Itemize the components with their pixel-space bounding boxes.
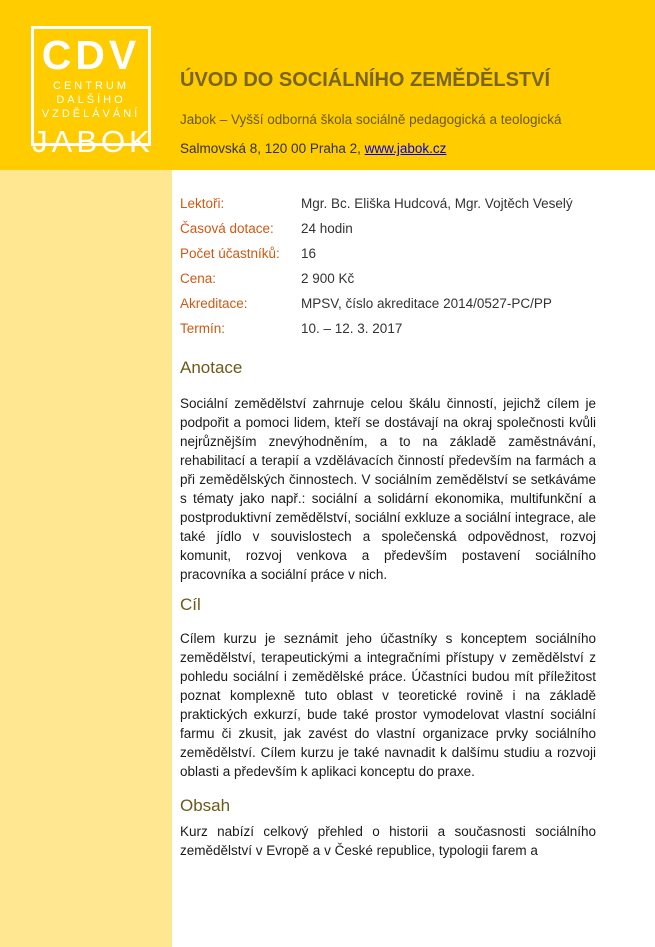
course-info-table [180, 194, 620, 344]
school-address [180, 140, 446, 158]
logo-line-1: CENTRUM [53, 80, 129, 92]
info-row-participants [180, 244, 620, 269]
info-value: 24 hodin [301, 221, 353, 236]
section-text-obsah: Kurz nabízí celkový přehled o historii a současnosti sociálního zemědělství v Evropě a v České republice, typologii farem a [180, 824, 596, 858]
sidebar-band [0, 170, 172, 947]
info-label: Termín: [180, 321, 226, 336]
info-row-date [180, 319, 620, 344]
section-heading-obsah: Obsah [180, 796, 231, 815]
cdv-jabok-logo [28, 22, 158, 164]
section-heading-anotace: Anotace [180, 358, 243, 377]
info-label: Časová dotace: [180, 221, 274, 236]
logo-line-3: VZDĚLÁVÁNÍ [41, 108, 141, 120]
info-value: 10. – 12. 3. 2017 [301, 321, 403, 336]
page-title: ÚVOD DO SOCIÁLNÍHO ZEMĚDĚLSTVÍ [180, 69, 551, 91]
info-label: Akreditace: [180, 296, 248, 311]
info-value: MPSV, číslo akreditace 2014/0527-PC/PP [301, 296, 552, 311]
info-value: Mgr. Bc. Eliška Hudcová, Mgr. Vojtěch Veselý [301, 196, 573, 211]
logo-cdv-text: CDV [41, 32, 141, 78]
logo-line-2: DALŠÍHO [56, 94, 126, 106]
info-row-lecturers [180, 194, 620, 219]
address-text: Salmovská 8, 120 00 Praha 2, [180, 141, 365, 156]
info-row-accreditation [180, 294, 620, 319]
section-text-anotace: Sociální zemědělství zahrnuje celou škálu činností, jejichž cílem je podpořit a pomoci lidem, kteří se dostávají na okraj společnosti kvůli nejrůznějším znevýhodněním, a to na základě zaměstnávání, rehabilitací a terapií a vzdělávacích činností především na farmách a při zemědělských činnostech. V sociálním zemědělství se setkáváme s tématy jako např.: sociální a solidární ekonomika, multifunkční a postproduktivní zemědělství, sociální exkluze a sociální integrace, ale také jídlo v souvislostech a společenská odpovědnost, rozvoj komunit, rozvoj venkova a především postavení sociálního pracovníka a sociální práce v nich. [180, 396, 596, 582]
info-row-price [180, 269, 620, 294]
info-row-duration [180, 219, 620, 244]
info-label: Lektoři: [180, 196, 225, 211]
info-value: 2 900 Kč [301, 271, 355, 286]
section-heading-cil: Cíl [180, 595, 201, 614]
school-name: Jabok – Vyšší odborná škola sociálně pedagogická a teologická [180, 112, 562, 127]
info-value: 16 [301, 246, 317, 261]
logo-jabok-text: JABOK [32, 124, 154, 159]
website-link[interactable]: www.jabok.cz [364, 141, 447, 156]
info-label: Počet účastníků: [180, 246, 280, 261]
info-label: Cena: [180, 271, 217, 286]
section-text-cil: Cílem kurzu je seznámit jeho účastníky s konceptem sociálního zemědělství, terapeutickými a integračními přístupy v zemědělství z pohledu sociální i zemědělské práce. Účastníci budou mít příležitost poznat komplexně tuto oblast v teoretické rovině i na základě praktických exkurzí, bude také prostor vymodelovat vlastní sociální farmu či zkusit, jak zavést do vlastní organizace prvky sociálního zemědělství. Cílem kurzu je také navnadit k dalšímu studiu a rozvoji oblasti a především k aplikaci konceptu do praxe. [180, 631, 596, 779]
